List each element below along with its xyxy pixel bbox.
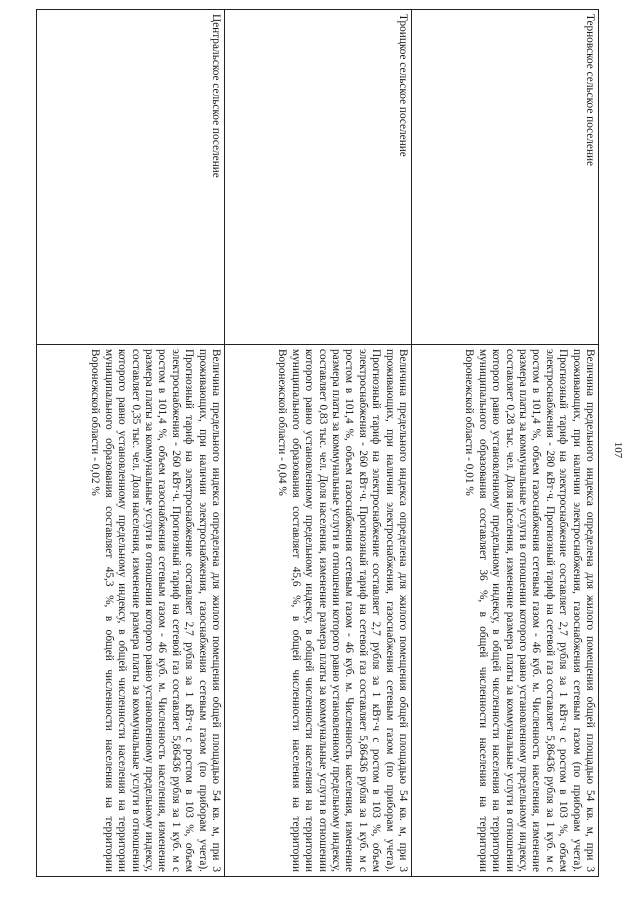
index-description: Величина предельного индекса определена для жилого помещения общей площадью 54 кв. м, при 3 проживающих, при наличии электроснабжения, газоснабжения сетевым газом (по приборам учета). Прогнозный тариф на электроснабжение составляет 2,7 рубля за 1 кВт·ч с ростом в 103 %, объем электроснабжения - 280 кВт·ч. Прогнозный тариф на сетевой газ составляет 5,86436 рубля за 1 куб. м с ростом в 101,4 %, объем газоснабжения сетевым газом - 46 куб. м. Численность населения, изменение размера платы за коммунальные услуги в отношении которого равно установленному предельному индексу, составляет 0,28 тыс. чел. Доля населения, изменение размера платы за коммунальные услуги в отношении которого равно установленному предельному индексу, в общей численности населения на территории муниципального образования составляет 36 %, в общей численности населения на территории Воронежской области - 0,01 % [412, 345, 599, 877]
page-number: 107 [612, 441, 624, 459]
settlement-name: Терновское сельское поселение [412, 10, 599, 345]
table-row [412, 10, 599, 877]
table-row [225, 10, 412, 877]
index-description: Величина предельного индекса определена для жилого помещения общей площадью 54 кв. м, при 3 проживающих, при наличии электроснабжения, газоснабжения сетевым газом (по приборам учета). Прогнозный тариф на электроснабжение составляет 2,7 рубля за 1 кВт·ч с ростом в 103 %, объем электроснабжения - 260 кВт·ч. Прогнозный тариф на сетевой газ составляет 5,86436 рубля за 1 куб. м с ростом в 101,4 %, объем газоснабжения сетевым газом - 46 куб. м. Численность населения, изменение размера платы за коммунальные услуги в отношении которого равно установленному предельному индексу, составляет 0,35 тыс. чел. Доля населения, изменение размера платы за коммунальные услуги в отношении которого равно установленному предельному индексу, в общей численности населения на территории муниципального образования составляет 45,3 %, в общей численности населения на территории Воронежской области - 0,02 % [37, 345, 225, 877]
table-wrapper [37, 9, 599, 872]
settlement-name: Центральское сельское поселение [37, 10, 225, 345]
settlement-index-table [36, 9, 599, 877]
index-description: Величина предельного индекса определена для жилого помещения общей площадью 54 кв. м, при 3 проживающих, при наличии электроснабжения, газоснабжения сетевым газом (по приборам учета). Прогнозный тариф на электроснабжение составляет 2,7 рубля за 1 кВт·ч с ростом в 103 %, объем электроснабжения - 260 кВт·ч. Прогнозный тариф на сетевой газ составляет 5,86436 рубля за 1 куб. м с ростом в 101,4 %, объем газоснабжения сетевым газом - 46 куб. м. Численность населения, изменение размера платы за коммунальные услуги в отношении которого равно установленному предельному индексу, составляет 0,83 тыс. чел. Доля населения, изменение размера платы за коммунальные услуги в отношении которого равно установленному предельному индексу, в общей численности населения на территории муниципального образования составляет 45,6 %, в общей численности населения на территории Воронежской области - 0,04 % [225, 345, 412, 877]
table-row [37, 10, 225, 877]
settlement-name: Троицкое сельское поселение [225, 10, 412, 345]
